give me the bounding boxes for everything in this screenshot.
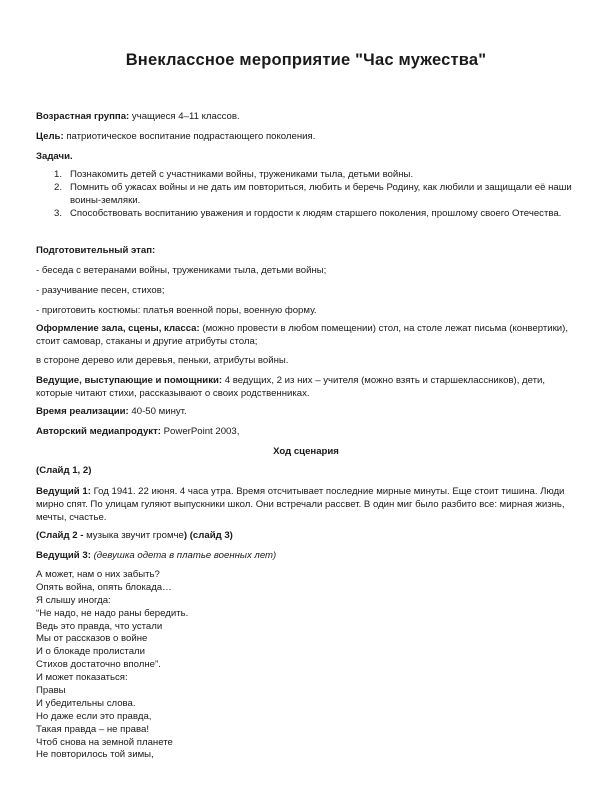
task-item <box>36 168 576 181</box>
host3-label: Ведущий 3: <box>36 550 91 561</box>
prep-item: - беседа с ветеранами войны, тружениками тыла, детьми войны; <box>36 265 327 276</box>
slide2-note: музыка звучит громче <box>83 530 184 541</box>
task-number: 3. <box>54 208 63 219</box>
duration-line <box>36 405 576 418</box>
prep-heading: Подготовительный этап: <box>36 245 156 256</box>
poem-line: Такая правда – не права! <box>36 723 149 735</box>
hosts-label: Ведущие, выступающие и помощники: <box>36 375 223 386</box>
tasks-heading: Задачи. <box>36 151 73 162</box>
task-item <box>36 181 576 207</box>
poem-line: Мы от рассказов о войне <box>36 633 148 645</box>
slide2-label: (Слайд 2 - <box>36 530 84 541</box>
page-title: Внеклассное мероприятие "Час мужества" <box>125 51 487 69</box>
duration-label: Время реализации: <box>36 406 129 417</box>
task-text: Познакомить детей с участниками войны, тружениками тыла, детьми войны. <box>70 169 414 180</box>
age-group-line <box>36 110 576 123</box>
prep-item: - приготовить костюмы: платья военной поры, военную форму. <box>36 305 317 316</box>
poem-line: И убедительны слова. <box>36 697 136 709</box>
media-line <box>36 425 576 438</box>
poem-line: “Не надо, не надо раны бередить. <box>36 607 189 619</box>
poem-line: Чтоб снова на земной планете <box>36 736 173 748</box>
decoration-extra: в стороне дерево или деревья, пеньки, атрибуты войны. <box>36 355 289 366</box>
hosts-value: 4 ведущих, 2 из них – учителя (можно взять и старшеклассников), дети, которые читают стихи, рассказывают о своих родственниках. <box>36 375 546 399</box>
poem-line: И может показаться: <box>36 672 128 684</box>
poem-line: Правы <box>36 685 66 697</box>
age-group-value: учащиеся 4–11 классов. <box>129 111 240 122</box>
tasks-list <box>36 168 576 220</box>
task-item <box>36 207 576 220</box>
poem-line: И о блокаде пролистали <box>36 646 145 658</box>
hosts-paragraph <box>36 374 576 400</box>
goal-line <box>36 130 576 143</box>
duration-value: 40-50 минут. <box>128 406 187 417</box>
poem-line: Ведь это правда, что устали <box>36 620 163 632</box>
poem-line: Не повторилось той зимы, <box>36 749 154 761</box>
host3-note: (девушка одета в платье военных лет) <box>90 550 277 561</box>
poem-line: Опять война, опять блокада… <box>36 581 172 593</box>
host3-line <box>36 549 576 562</box>
poem-line: Стихов достаточно вполне”. <box>36 659 161 671</box>
poem-line: А может, нам о них забыть? <box>36 569 160 580</box>
host1-paragraph <box>36 485 576 524</box>
slide-marker-1-2: (Слайд 1, 2) <box>36 465 92 476</box>
slide-marker-2-3 <box>36 529 576 542</box>
poem <box>36 568 576 761</box>
scenario-heading: Ход сценария <box>273 446 339 457</box>
goal-label: Цель: <box>36 131 64 142</box>
decoration-label: Оформление зала, сцены, класса: <box>36 323 200 334</box>
decoration-value: (можно провести в любом помещении) стол, на столе лежат письма (конвертики), стоит самовар, стаканы и другие атрибуты стола; <box>36 323 568 347</box>
task-number: 1. <box>54 169 63 180</box>
task-text: Способствовать воспитанию уважения и гордости к людям старшего поколения, прошлому своего Отечества. <box>70 208 562 219</box>
media-value: PowerPoint 2003, <box>160 426 240 437</box>
decoration-paragraph <box>36 322 576 348</box>
media-label: Авторский медиапродукт: <box>36 426 161 437</box>
poem-line: Но даже если это правда, <box>36 710 152 722</box>
host1-label: Ведущий 1: <box>36 486 91 497</box>
slide3-label: ) (слайд 3) <box>183 530 233 541</box>
goal-value: патриотическое воспитание подрастающего поколения. <box>63 131 316 142</box>
host1-text: Год 1941. 22 июня. 4 часа утра. Время отсчитывает последние мирные минуты. Еще стоит тишина. Люди мирно спят. По улицам гуляют выпускники школ. Они встречали рассвет. В один миг было разбито все: мирная жизнь, мечты, счастье. <box>36 486 565 523</box>
task-text: Помнить об ужасах войны и не дать им повториться, любить и беречь Родину, как любили и защищали её наши воины-земляки. <box>70 182 572 206</box>
prep-item: - разучивание песен, стихов; <box>36 285 165 296</box>
age-group-label: Возрастная группа: <box>36 111 130 122</box>
task-number: 2. <box>54 182 63 193</box>
poem-line: Я слышу иногда: <box>36 594 111 606</box>
